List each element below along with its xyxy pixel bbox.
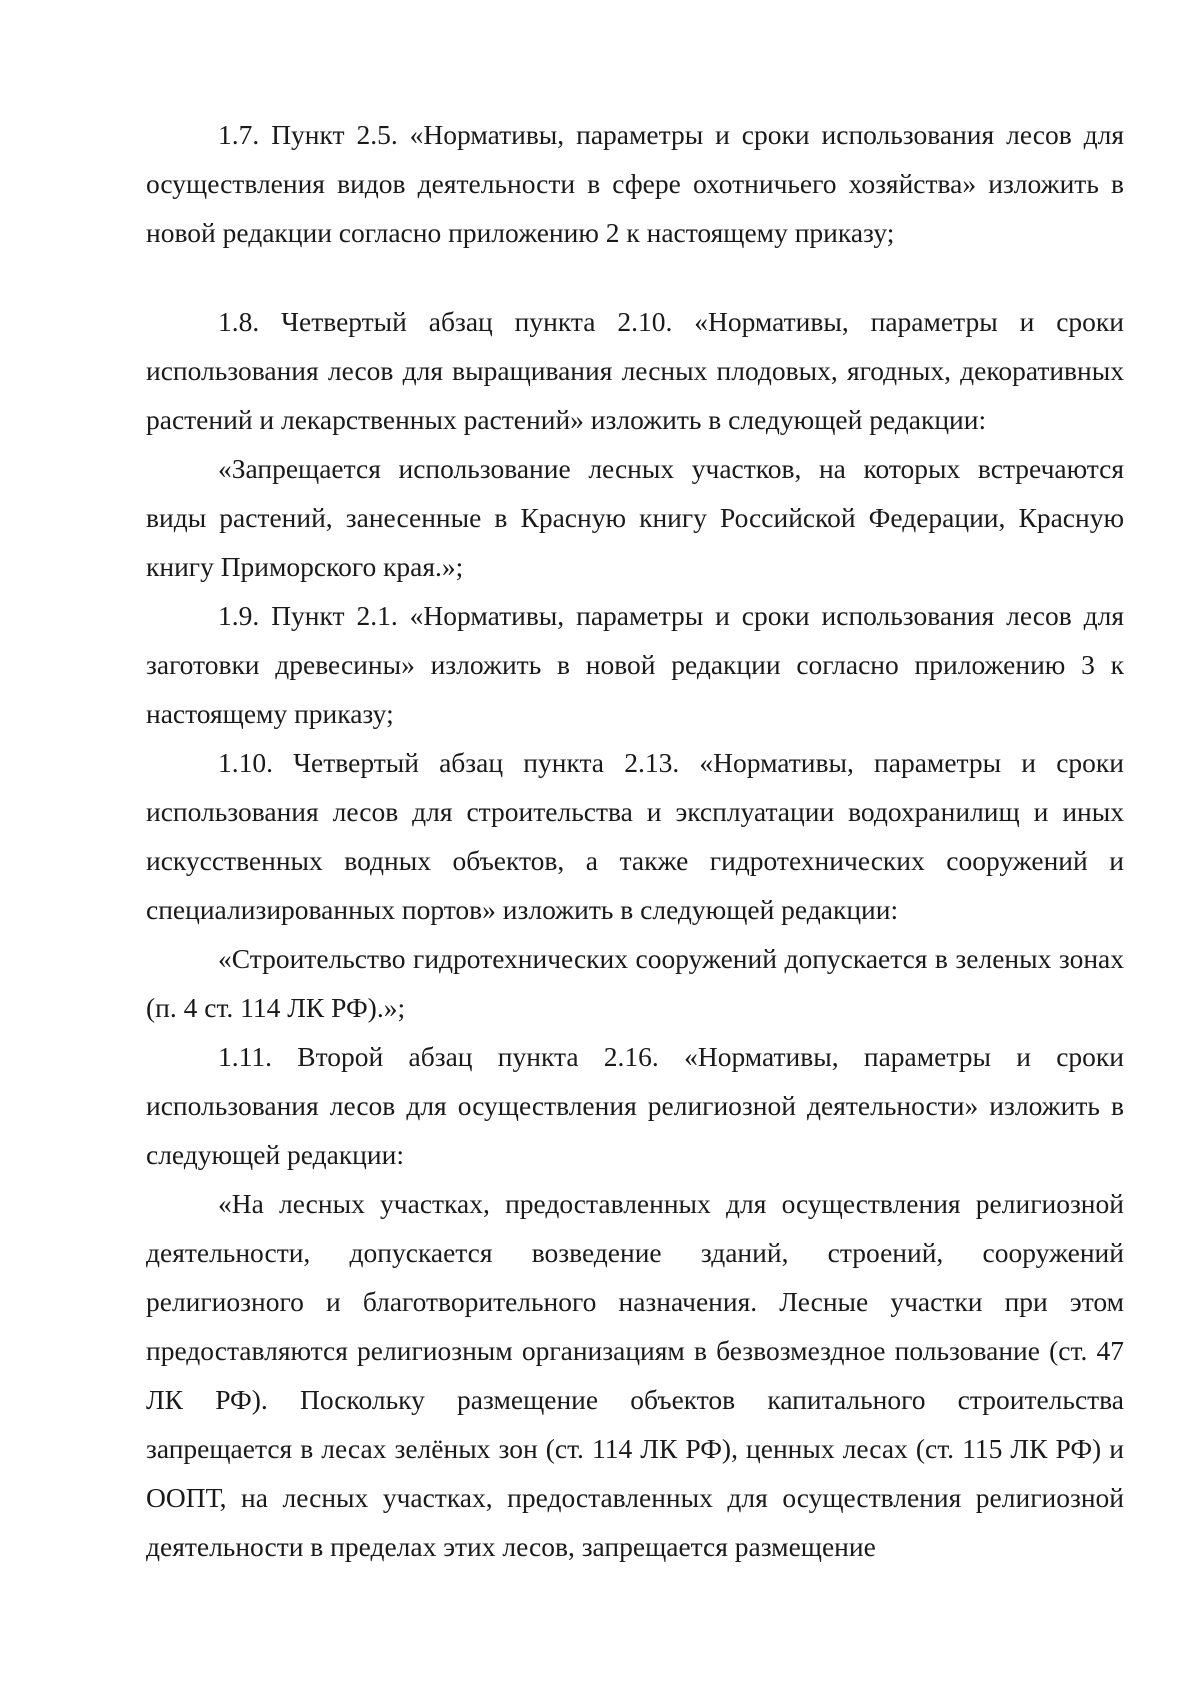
paragraph-1-7: 1.7. Пункт 2.5. «Нормативы, параметры и сроки использования лесов для осуществления видов деятельности в сфере охотничьего хозяйства» изложить в новой редакции согласно приложению 2 к настоящему приказу;	[146, 119, 1124, 248]
paragraph-gap	[146, 257, 1124, 297]
paragraph-1-10-quote: «Строительство гидротехнических сооружений допускается в зеленых зонах (п. 4 ст. 114 ЛК РФ).»;	[146, 943, 1124, 1023]
paragraph-1-10: 1.10. Четвертый абзац пункта 2.13. «Нормативы, параметры и сроки использования лесов для строительства и эксплуатации водохранилищ и иных искусственных водных объектов, а также гидротехнических сооружений и специализированных портов» изложить в следующей редакции:	[146, 747, 1124, 925]
paragraph-1-11-quote: «На лесных участках, предоставленных для осуществления религиозной деятельности, допускается возведение зданий, строений, сооружений религиозного и благотворительного назначения. Лесные участки при этом предоставляются религиозным организациям в безвозмездное пользование (ст. 47 ЛК РФ). Поскольку размещение объектов капитального строительства запрещается в лесах зелёных зон (ст. 114 ЛК РФ), ценных лесах (ст. 115 ЛК РФ) и ООПТ, на лесных участках, предоставленных для осуществления религиозной деятельности в пределах этих лесов, запрещается размещение	[146, 1188, 1124, 1562]
paragraph-1-8: 1.8. Четвертый абзац пункта 2.10. «Нормативы, параметры и сроки использования лесов для выращивания лесных плодовых, ягодных, декоративных растений и лекарственных растений» изложить в следующей редакции:	[146, 306, 1124, 435]
paragraph-1-8-quote: «Запрещается использование лесных участков, на которых встречаются виды растений, занесенные в Красную книгу Российской Федерации, Красную книгу Приморского края.»;	[146, 453, 1124, 582]
paragraph-1-11: 1.11. Второй абзац пункта 2.16. «Нормативы, параметры и сроки использования лесов для осуществления религиозной деятельности» изложить в следующей редакции:	[146, 1041, 1124, 1170]
document-page	[146, 110, 1124, 1571]
paragraph-1-9: 1.9. Пункт 2.1. «Нормативы, параметры и сроки использования лесов для заготовки древесины» изложить в новой редакции согласно приложению 3 к настоящему приказу;	[146, 600, 1124, 729]
